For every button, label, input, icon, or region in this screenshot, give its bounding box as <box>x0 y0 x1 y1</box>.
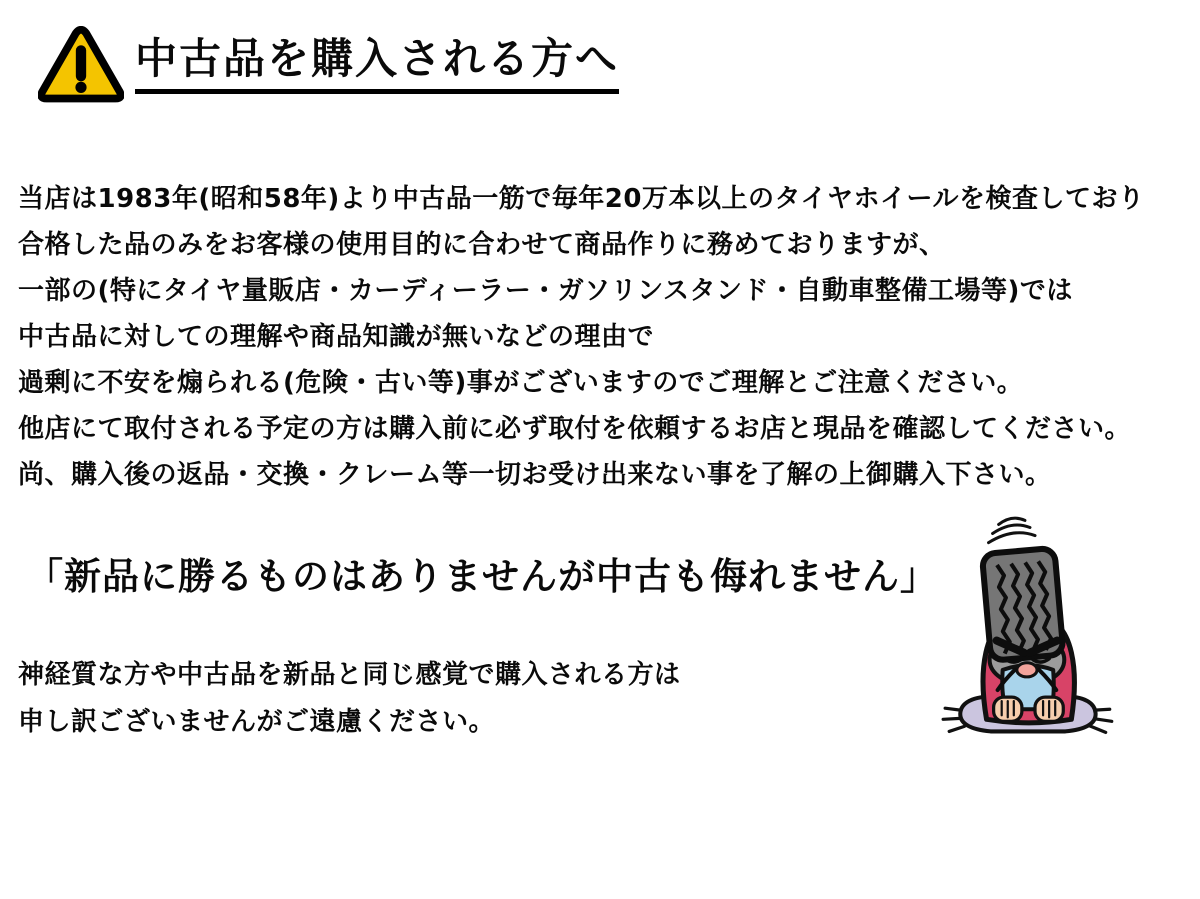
nose <box>1017 663 1037 677</box>
warning-triangle-icon <box>38 26 124 104</box>
footer-line: 申し訳ございませんがご遠慮ください。 <box>18 707 496 737</box>
body-line: 他店にて取付される予定の方は購入前に必ず取付を依頼するお店と現品を確認してください。 <box>18 414 1132 444</box>
body-line: 過剰に不安を煽られる(危険・古い等)事がございますのでご理解とご注意ください。 <box>18 368 1024 398</box>
footer-line: 神経質な方や中古品を新品と同じ感覚で購入される方は <box>18 660 681 690</box>
page-title: 中古品を購入される方へ <box>135 34 619 94</box>
warning-exclamation-dot <box>75 82 86 93</box>
bowing-motion-lines-icon <box>989 518 1035 542</box>
body-line: 尚、購入後の返品・交換・クレーム等一切お受け出来ない事を了解の上御購入下さい。 <box>18 460 1052 490</box>
bowing-man-with-tire-illustration <box>928 510 1140 758</box>
body-line: 当店は1983年(昭和58年)より中古品一筋で毎年20万本以上のタイヤホイールを検査しており <box>18 184 1145 214</box>
body-line: 一部の(特にタイヤ量販店・カーディーラー・ガソリンスタンド・自動車整備工場等)では <box>18 276 1073 306</box>
body-line: 中古品に対しての理解や商品知識が無いなどの理由で <box>18 322 655 352</box>
notice-footer <box>18 652 681 746</box>
body-line: 合格した品のみをお客様の使用目的に合わせて商品作りに務めておりますが、 <box>18 230 946 260</box>
quote-line: 「新品に勝るものはありませんが中古も侮れません」 <box>26 555 938 598</box>
notice-body <box>18 176 1144 498</box>
